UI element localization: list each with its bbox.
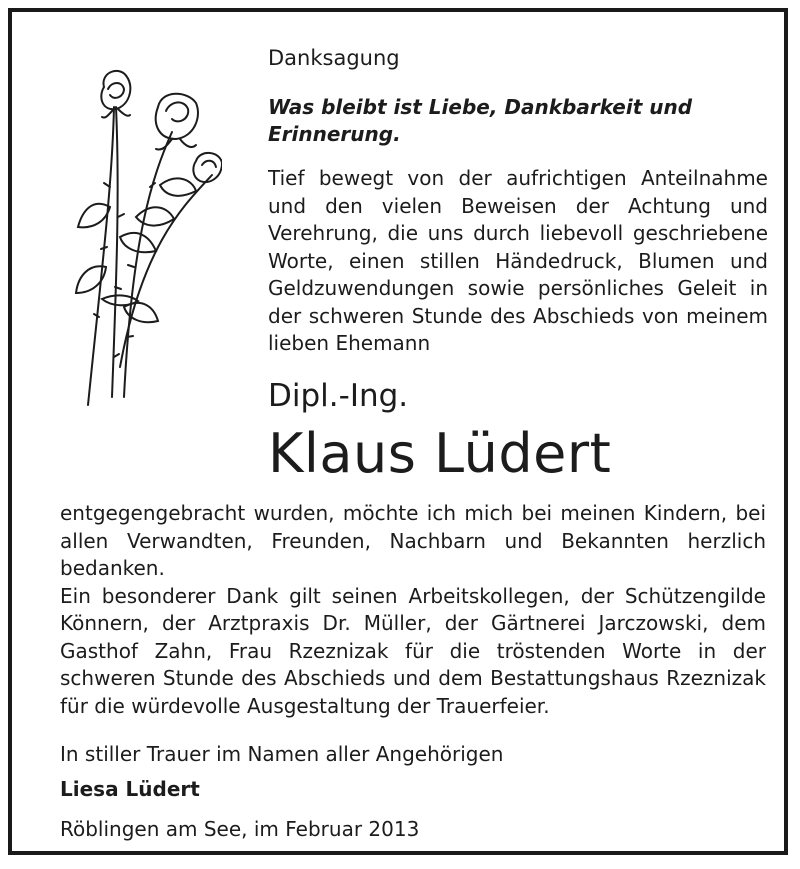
notice-frame: [8, 8, 788, 855]
signer-name: Liesa Lüdert: [60, 777, 200, 801]
notice-motto: Was bleibt ist Liebe, Dankbarkeit und Erinnerung.: [268, 95, 693, 146]
notice-body: [60, 500, 766, 720]
body-paragraph-1: entgegengebracht wurden, möchte ich mich bei meinen Kindern, bei allen Verwandten, Freunden, Nachbarn und Bekannten herzlich bedanken.: [60, 501, 766, 580]
deceased-title: Dipl.-Ing.: [268, 378, 409, 414]
notice-intro: Tief bewegt von der aufrichtigen Anteilnahme und den vielen Beweisen der Achtung und Verehrung, die uns durch liebevoll geschriebene Worte, einen stillen Händedruck, Blumen und Geldzuwendungen sowie persönliches Geleit in der schweren Stunde des Abschieds von meinem lieben Ehemann: [268, 166, 768, 355]
place-date: Röblingen am See, im Februar 2013: [60, 817, 420, 841]
notice-heading: Danksagung: [268, 46, 400, 70]
body-paragraph-2: Ein besonderer Dank gilt seinen Arbeitskollegen, der Schützengilde Könnern, der Arztpraxis Dr. Müller, der Gärtnerei Jarczowski, dem Gasthof Zahn, Frau Rzeznizak für die tröstenden Worte in der schweren Stunde des Abschieds und dem Bestattungshaus Rzeznizak für die würdevolle Ausgestaltung der Trauerfeier.: [60, 583, 766, 718]
closing-line: In stiller Trauer im Namen aller Angehörigen: [60, 742, 504, 766]
roses-illustration-icon: [72, 67, 222, 417]
deceased-name: Klaus Lüdert: [268, 422, 612, 485]
